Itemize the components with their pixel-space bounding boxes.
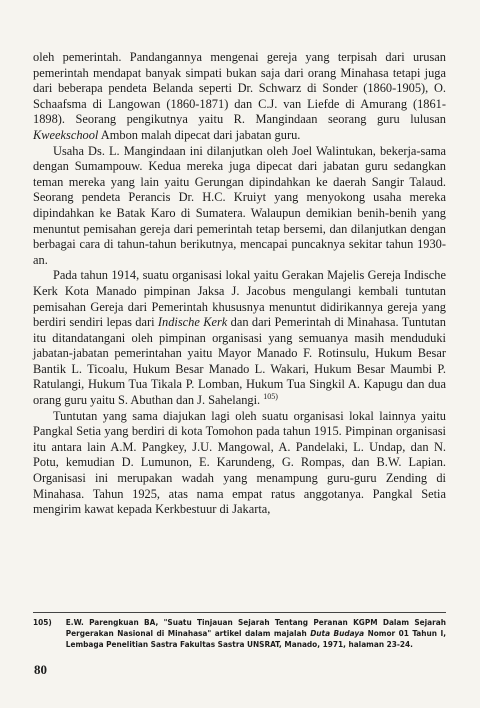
paragraph-1-text: oleh pemerintah. Pandangannya mengenai gereja yang terpisah dari urusan pemerintah mendapat banyak simpati bukan saja dari orang Minahasa tetapi juga dari beberapa pendeta Belanda seperti Dr. Schwarz di Sonder (1860-1905), O. Schaafsma di Langowan (1860-1871) dan C.J. van Liefde di Amurang (1861-1898). Seorang pengikutnya yaitu R. Mangindaan seorang guru lulusan <box>33 50 446 127</box>
footnote-divider <box>33 612 446 613</box>
paragraph-1-italic: Kweekschool <box>33 127 99 142</box>
body-text <box>33 50 446 518</box>
footnote <box>33 617 446 650</box>
footnote-italic: Duta Budaya <box>310 628 365 638</box>
paragraph-3-text-after: dan dari Pemerintah di Minahasa. Tuntutan itu ditandatangani oleh pimpinan organisasi yang semuanya masih menduduki jabatan-jabatan pemerintahan yaitu Mayor Manado F. Rotinsulu, Hukum Besar Bantik L. Ticoalu, Hukum Besar Manado L. Wakari, Hukum Besar Maumbi P. Ratulangi, Hukum Tua Tikala P. Lomban, Hukum Tua Singkil A. Kapugu dan dua orang guru yaitu S. Abuthan dan J. Sahelangi. <box>33 315 446 408</box>
paragraph-2 <box>33 144 446 269</box>
footnote-text-before: E.W. Parengkuan BA, "Suatu Tinjauan Sejarah Tentang Peranan KGPM Dalam Sejarah Pergerakan Nasional di Minahasa" artikel dalam majalah <box>65 617 446 638</box>
paragraph-3-text: Pada tahun 1914, suatu organisasi lokal yaitu Gerakan Majelis Gereja Indische Kerk Kota Manado pimpinan Jaksa J. Jacobus mengulangi kembali tuntutan pemisahan Gereja dari Pemerintah khususnya menuntut didirikannya gereja yang berdiri sendiri lepas dari <box>33 268 446 330</box>
paragraph-4-text: Tuntutan yang sama diajukan lagi oleh suatu organisasi lokal lainnya yaitu Pangkal Setia yang berdiri di kota Tomohon pada tahun 1915. Pimpinan organisasi itu antara lain A.M. Pangkey, J.U. Mangowal, A. Pandelaki, L. Undap, dan N. Potu, kemudian D. Lumunon, E. Karundeng, G. Rompas, dan B.W. Lapian. Organisasi ini merupakan wadah yang menampung guru-guru Zending di Minahasa. Tahun 1925, atas nama empat ratus anggotanya. Pangkal Setia mengirim kawat kepada Kerkbestuur di Jakarta, <box>33 408 446 517</box>
paragraph-4 <box>33 409 446 518</box>
paragraph-3-italic: Indische Kerk <box>157 315 228 330</box>
page-number: 80 <box>34 662 47 677</box>
footnote-number: 105) <box>33 617 52 627</box>
paragraph-3 <box>33 268 446 408</box>
paragraph-1-text-after: Ambon malah dipecat dari jabatan guru. <box>98 127 301 142</box>
footnote-text-after: Nomor 01 Tahun I, Lembaga Penelitian Sastra Fakultas Sastra UNSRAT, Manado, 1971, halaman 23-24. <box>65 628 446 649</box>
footnote-reference: 105) <box>263 391 278 401</box>
paragraph-1 <box>33 50 446 144</box>
footnote-text <box>66 617 446 650</box>
paragraph-2-text: Usaha Ds. L. Mangindaan ini dilanjutkan oleh Joel Walintukan, bekerja-sama dengan Sumampouw. Kedua mereka juga dipecat dari jabatan guru sedangkan teman mereka yang lain yaitu Gerungan dipindahkan ke daerah Sangir Talaud. Seorang pendeta Perancis Dr. H.C. Kruiyt yang menyokong usaha mereka dipindahkan ke Batak Karo di Sumatera. Walaupun demikian benih-benih yang menuntut pemisahan gereja dari pemerintah tetap bersemi, dan dilanjutkan dengan berbagai cara di tahun-tahun berikutnya, mencapai puncaknya sekitar tahun 1930-an. <box>33 143 446 267</box>
